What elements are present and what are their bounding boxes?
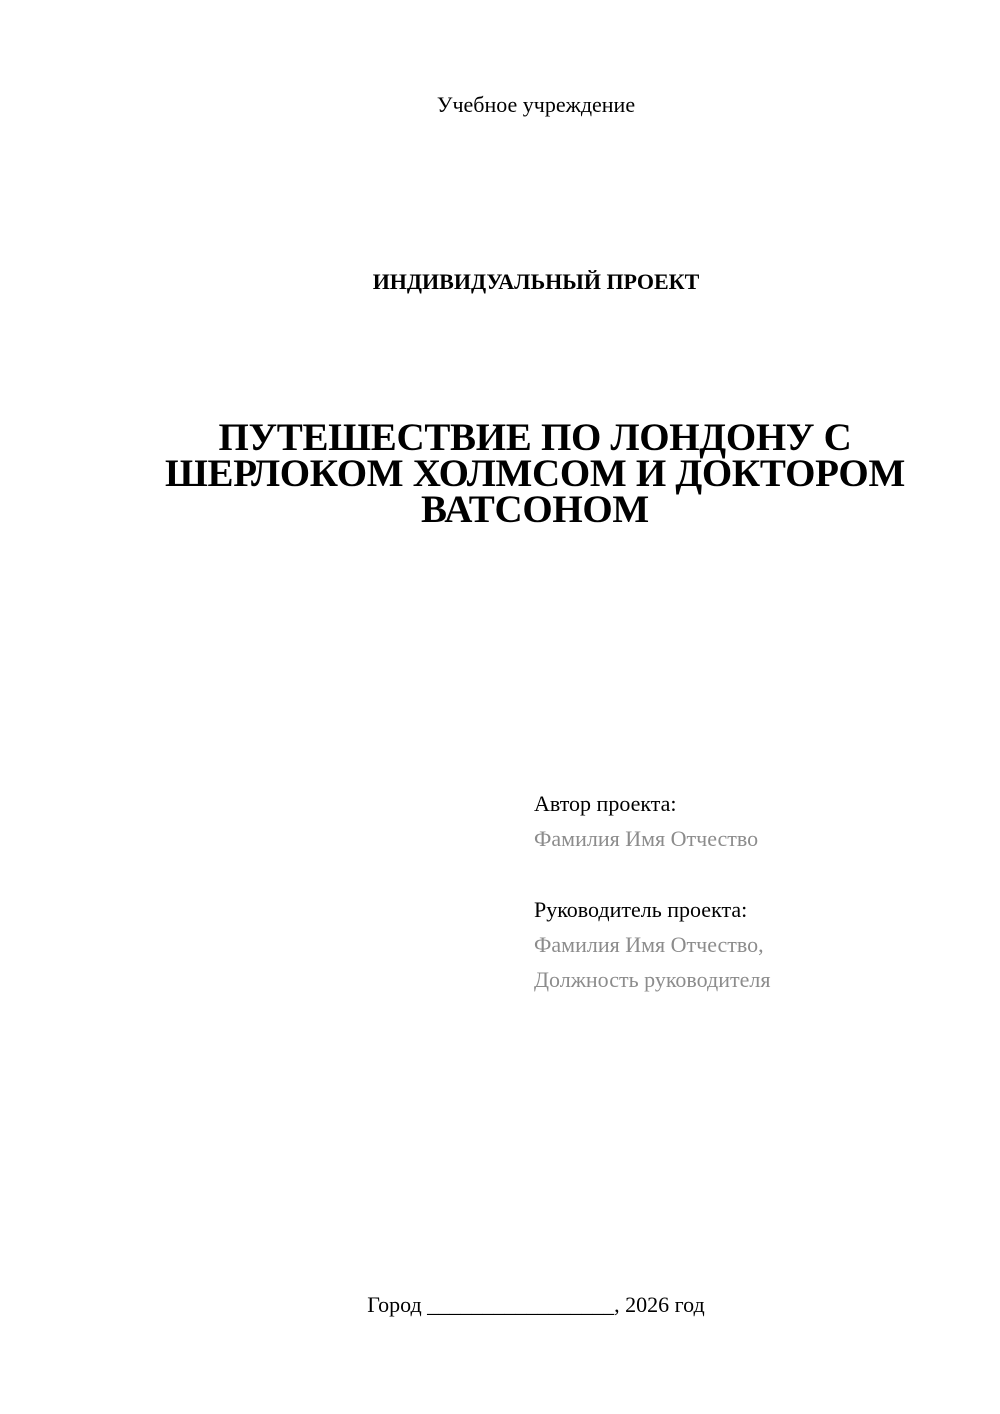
supervisor-position: Должность руководителя [534, 967, 771, 992]
project-title [120, 416, 950, 531]
supervisor-name: Фамилия Имя Отчество, [534, 932, 764, 957]
author-name: Фамилия Имя Отчество [534, 826, 759, 851]
author-label: Автор проекта: [534, 791, 677, 816]
project-type-heading: ИНДИВИДУАЛЬНЫЙ ПРОЕКТ [372, 269, 700, 294]
project-title-line: ВАТСОНОМ [421, 488, 649, 531]
project-title-line: ПУТЕШЕСТВИЕ ПО ЛОНДОНУ С [218, 416, 852, 459]
institution-name: Учебное учреждение [436, 92, 636, 117]
supervisor-label: Руководитель проекта: [534, 897, 748, 922]
city-year-line: Город _________________, 2026 год [367, 1292, 705, 1317]
project-title-line: ШЕРЛОКОМ ХОЛМСОМ И ДОКТОРОМ [165, 452, 905, 495]
supervisor-block [534, 892, 974, 997]
author-block [534, 786, 974, 856]
